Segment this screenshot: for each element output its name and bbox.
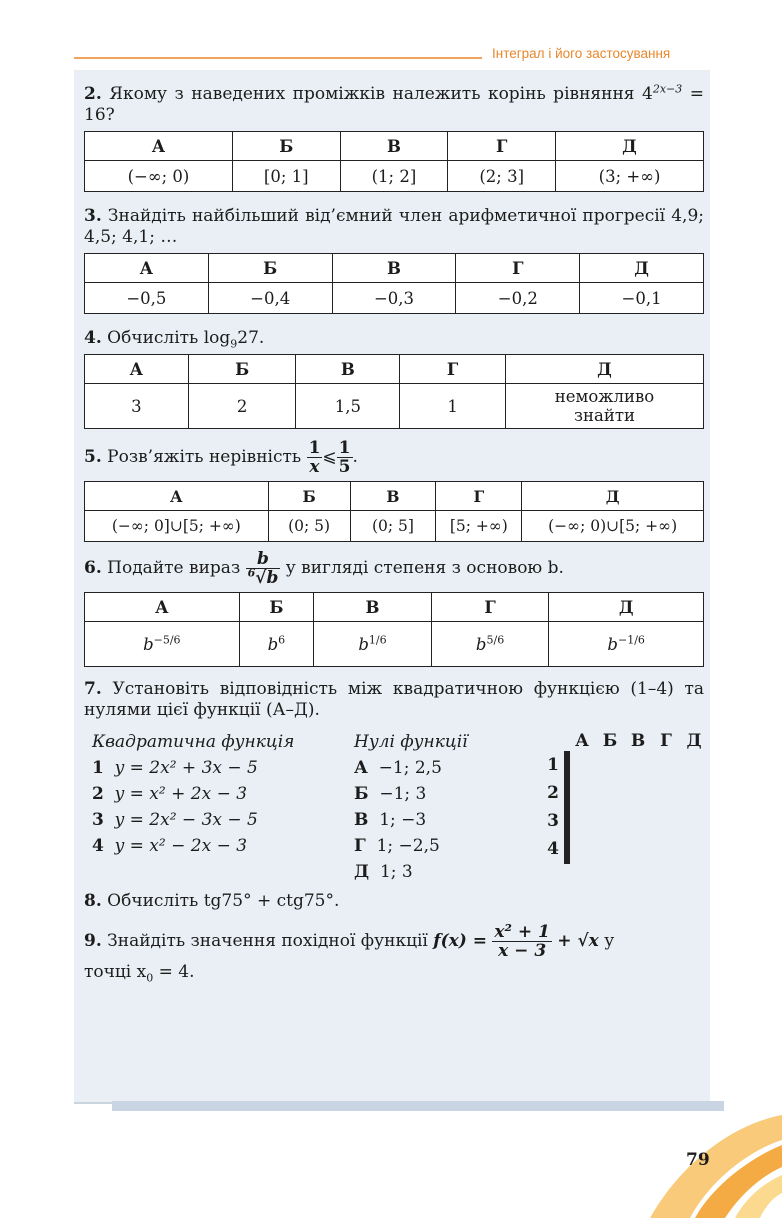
zero-item: Д 1; 3 [354, 862, 413, 882]
decorative-swirl [560, 1105, 782, 1218]
page-number: 79 [686, 1150, 710, 1170]
function-notation: f(x) = [433, 931, 487, 951]
option-header: Д [556, 132, 704, 161]
relation-sign: ⩽ [322, 447, 337, 467]
option-value: (2; 3] [448, 161, 556, 192]
option-header: Д [580, 254, 704, 283]
zeros-column [354, 729, 534, 885]
option-value: −0,4 [208, 283, 332, 314]
option-header: А [85, 355, 189, 384]
option-value: (1; 2] [340, 161, 448, 192]
option-header: В [296, 355, 400, 384]
answer-table-5 [84, 481, 704, 542]
option-value: (−∞; 0]∪[5; +∞) [85, 511, 269, 542]
column-title: Нулі функції [354, 732, 468, 752]
option-value: (0; 5) [268, 511, 350, 542]
option-value: −0,1 [580, 283, 704, 314]
question-text: Знайдіть значення похідної функції [107, 931, 428, 951]
option-header: Д [506, 355, 704, 384]
grid-cell[interactable] [569, 752, 570, 780]
header-rule [74, 57, 482, 59]
question-number: 7. [84, 679, 102, 699]
function-fraction: $\frac{\text{x² + 1}}{x - 3}$ [494, 922, 550, 961]
question-2 [84, 84, 704, 126]
fraction-lhs: $\frac{1}{x}$ [308, 438, 321, 477]
option-value: 3 [85, 384, 189, 429]
option-header: Б [232, 132, 340, 161]
fraction-rhs: $\frac{1}{5}$ [338, 438, 351, 477]
exercise-content [84, 84, 704, 983]
option-header: В [350, 482, 436, 511]
equation: $4^{2x-3} = 16$? [84, 82, 704, 125]
option-value: [0; 1] [232, 161, 340, 192]
grid-cell[interactable] [569, 780, 570, 808]
question-9-line-2: точці $x_0 = 4$. [84, 962, 195, 985]
option-value: $b^{1/6}$ [314, 622, 432, 667]
question-5: 5. Розв’яжіть нерівність $\frac{1}{x}$ ⩽ $\frac{1}{5}$ . [84, 438, 358, 477]
answer-table-2 [84, 131, 704, 192]
question-text: Розв’яжіть нерівність [107, 447, 302, 467]
option-header: Б [268, 482, 350, 511]
grid-cells [564, 751, 570, 864]
option-value: −0,5 [85, 283, 209, 314]
option-value: (0; 5] [350, 511, 436, 542]
option-value: [5; +∞) [436, 511, 522, 542]
question-text: Обчисліть tg75° + ctg75°. [107, 891, 340, 911]
option-value: $b^{-1/6}$ [549, 622, 704, 667]
option-value: (−∞; 0)∪[5; +∞) [522, 511, 704, 542]
option-value: −0,2 [456, 283, 580, 314]
question-number: 5. [84, 447, 102, 467]
answer-table-3 [84, 253, 704, 314]
option-value: (3; +∞) [556, 161, 704, 192]
option-header: Г [400, 355, 506, 384]
option-header: Г [448, 132, 556, 161]
grid-cell[interactable] [569, 836, 570, 864]
sqrt-term: + √x [557, 931, 599, 951]
question-4: 4. Обчисліть $\log_927$. [84, 328, 265, 351]
question-text: Знайдіть найбільший від’ємний член арифметичної прогресії 4,9; 4,5; 4,1; … [84, 206, 705, 247]
question-9: 9. Знайдіть значення похідної функції f(x) = $\frac{\text{x² + 1}}{x - 3}$ + √x у [84, 922, 615, 961]
zero-item: В 1; −3 [354, 810, 427, 830]
matching-section [84, 729, 704, 889]
option-header: Б [239, 593, 314, 622]
option-header: В [314, 593, 432, 622]
zero-item: Г 1; −2,5 [354, 836, 440, 856]
grid-column-headers: А Б В Г Д [575, 731, 702, 751]
question-text: Подайте вираз [107, 558, 241, 578]
question-text: Установіть відповідність між квадратичною функцією (1–4) та нулями цієї функції (А–Д). [84, 679, 704, 720]
function-item: 4 y = x² − 2x − 3 [92, 836, 248, 856]
option-value: $b^{-5/6}$ [85, 622, 240, 667]
grid-row-label: 3 [547, 811, 559, 831]
column-title: Квадратична функція [92, 732, 295, 752]
option-value: 2 [188, 384, 296, 429]
grid-row-label: 2 [547, 783, 559, 803]
option-header: А [85, 482, 269, 511]
functions-column [92, 729, 352, 859]
option-header: Б [208, 254, 332, 283]
function-item: 3 y = 2x² − 3x − 5 [92, 810, 258, 830]
option-value: 1 [400, 384, 506, 429]
section-header: Інтеграл і його застосування [492, 46, 671, 61]
question-number: 8. [84, 891, 102, 911]
question-7 [84, 679, 704, 721]
answer-table-4 [84, 354, 704, 429]
question-8 [84, 891, 704, 912]
question-number: 9. [84, 931, 102, 951]
option-header: Д [549, 593, 704, 622]
option-value: $b^6$ [239, 622, 314, 667]
option-header: Д [522, 482, 704, 511]
option-header: Г [456, 254, 580, 283]
question-number: 4. [84, 328, 102, 348]
radical-fraction: $\frac{b}{^6√b}$ [247, 549, 279, 588]
option-header: В [332, 254, 456, 283]
answer-table-6 [84, 592, 704, 667]
grid-row-label: 1 [547, 755, 559, 775]
function-item: 1 y = 2x² + 3x − 5 [92, 758, 258, 778]
question-text: у вигляді степеня з основою b. [285, 558, 564, 578]
question-text: Обчисліть log [107, 328, 231, 348]
option-header: Г [436, 482, 522, 511]
option-value: 1,5 [296, 384, 400, 429]
question-text: Якому з наведених проміжків належить корінь рівняння [109, 84, 635, 104]
question-number: 3. [84, 206, 102, 226]
zero-item: А −1; 2,5 [354, 758, 442, 778]
option-header: В [340, 132, 448, 161]
option-header: Г [431, 593, 549, 622]
option-value: неможливо знайти [506, 384, 704, 429]
zero-item: Б −1; 3 [354, 784, 427, 804]
question-number: 2. [84, 84, 102, 104]
option-value: $b^{5/6}$ [431, 622, 549, 667]
grid-cell[interactable] [569, 808, 570, 836]
option-header: А [85, 593, 240, 622]
option-value: −0,3 [332, 283, 456, 314]
question-6 [84, 550, 704, 587]
option-value: (−∞; 0) [85, 161, 233, 192]
option-header: А [85, 132, 233, 161]
question-number: 6. [84, 558, 102, 578]
option-header: А [85, 254, 209, 283]
option-header: Б [188, 355, 296, 384]
function-item: 2 y = x² + 2x − 3 [92, 784, 248, 804]
grid-row-label: 4 [547, 839, 559, 859]
question-3 [84, 206, 704, 248]
